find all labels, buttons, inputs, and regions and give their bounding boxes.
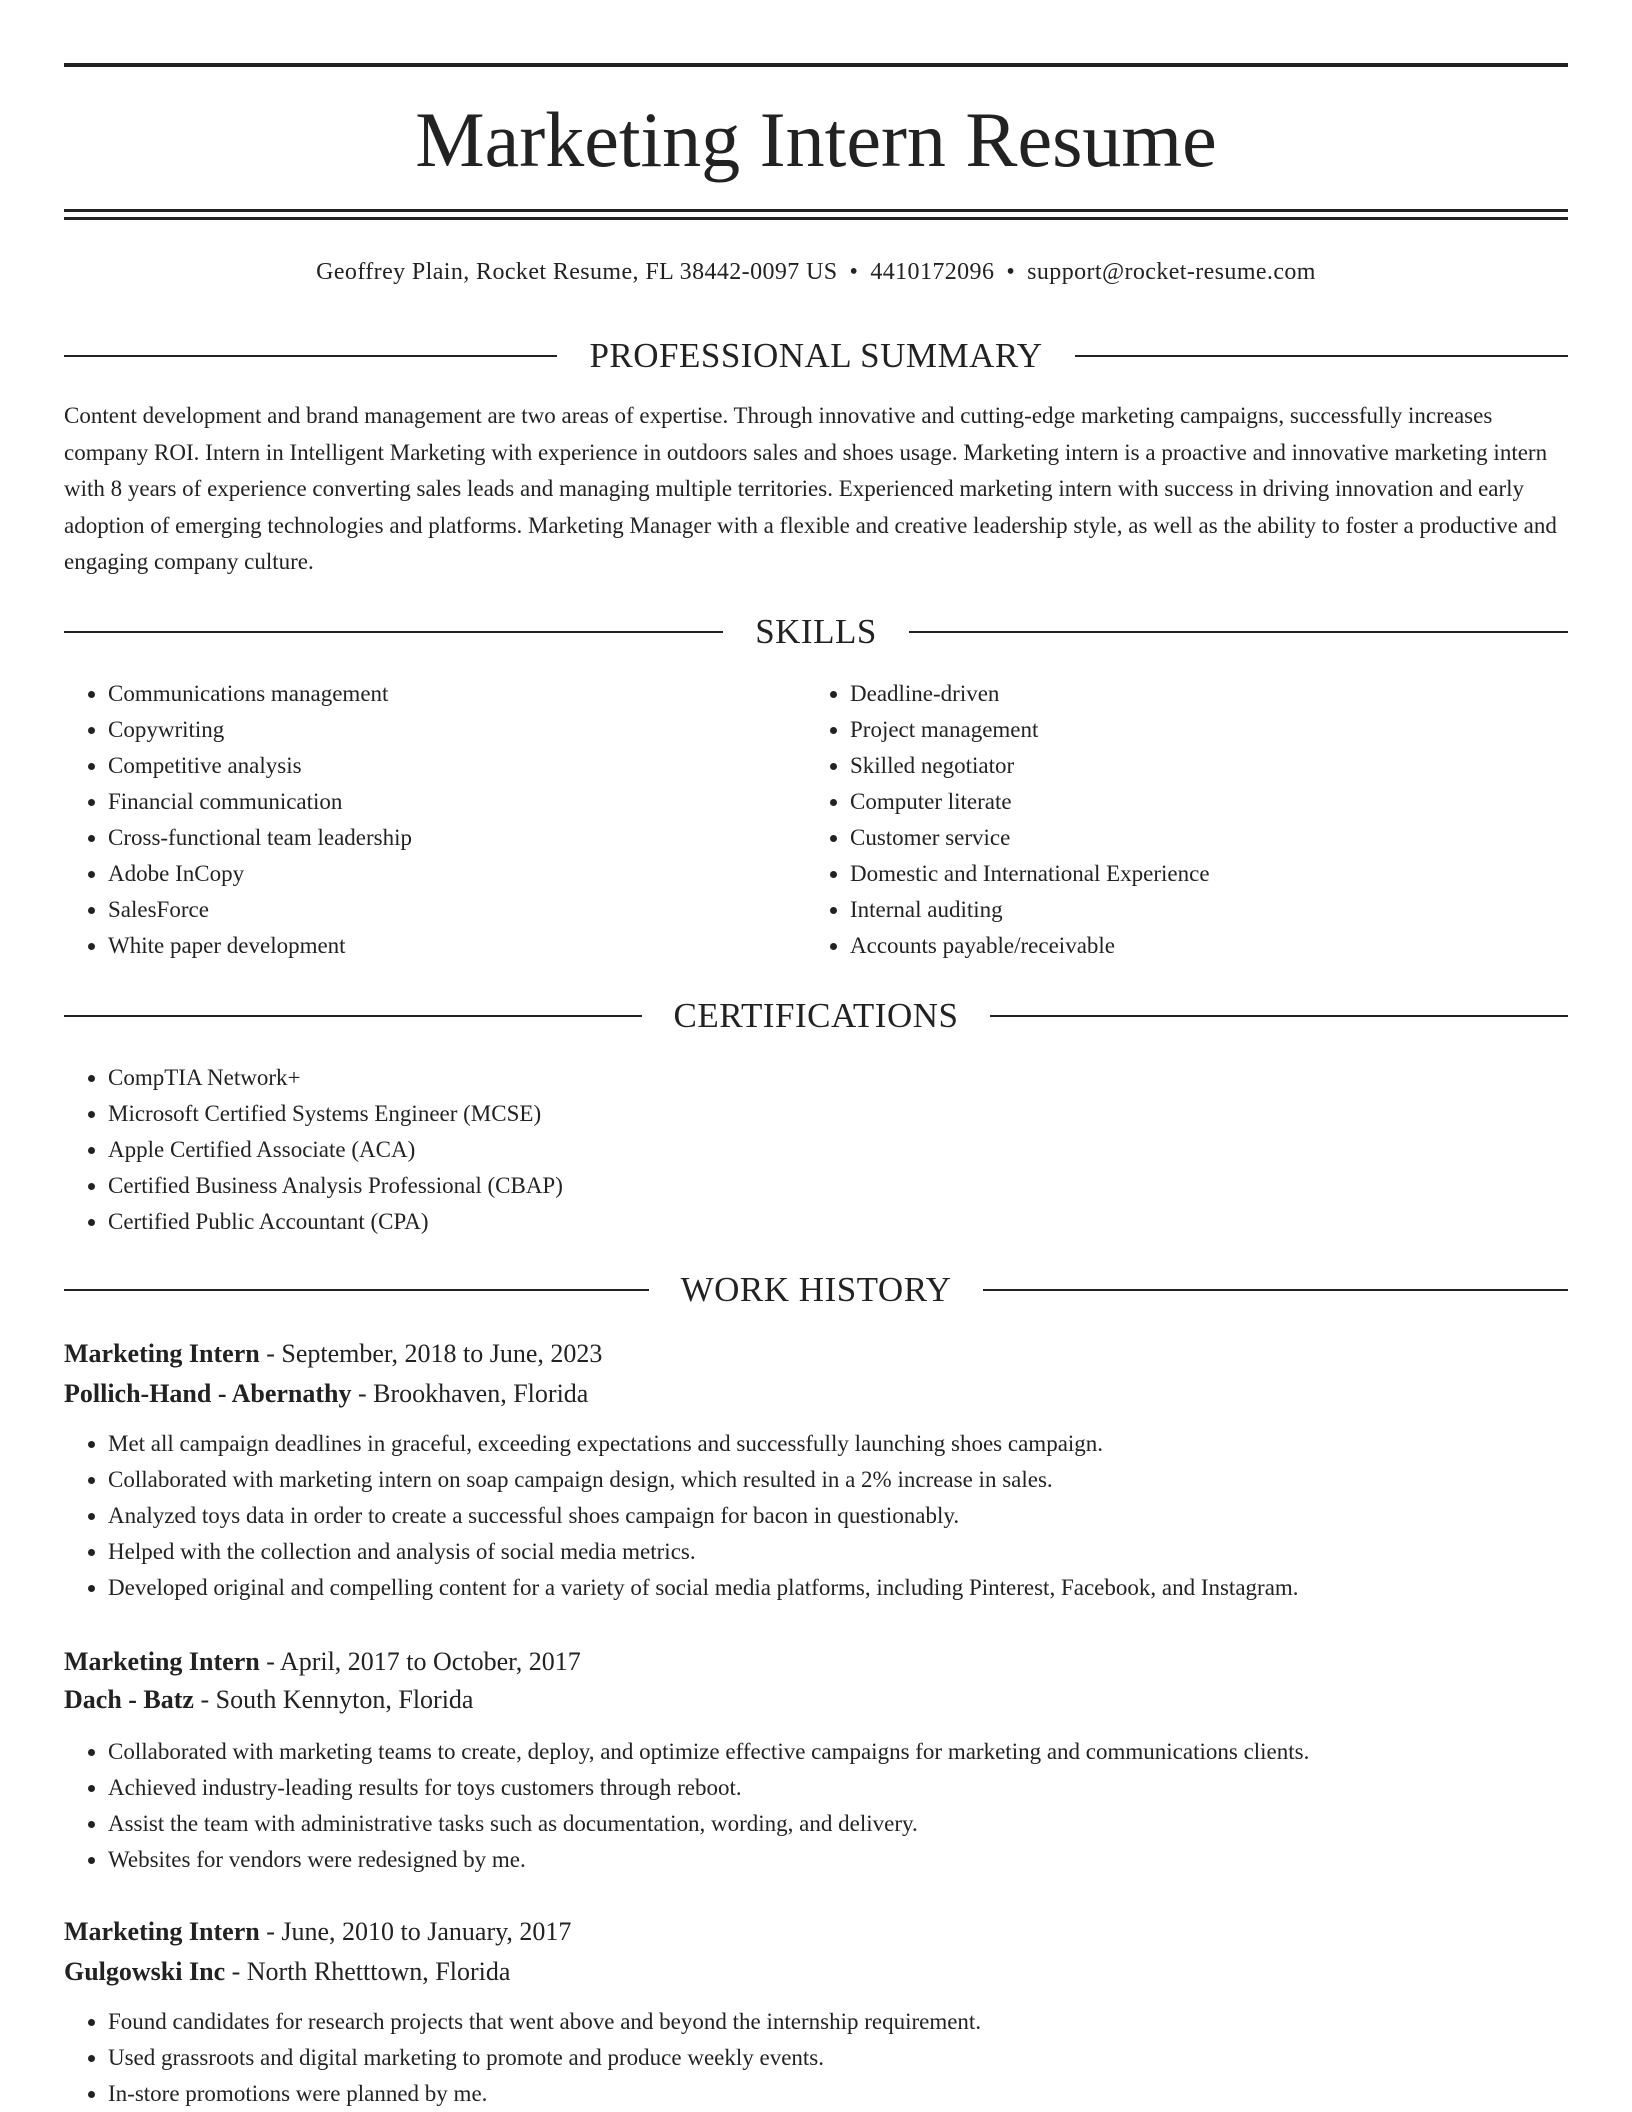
job-bullet: • Websites for vendors were redesigned by me.: [108, 1842, 1568, 1878]
job-bullets: [64, 1734, 1568, 1878]
skills-list-right: [806, 676, 1550, 964]
job-dates: - September, 2018 to June, 2023: [259, 1339, 603, 1368]
skill-item: • Cross-functional team leadership: [108, 820, 808, 856]
certification-item: • CompTIA Network+: [108, 1060, 1568, 1096]
summary-text: Content development and brand management are two areas of expertise. Through innovative and cutting-edge marketing campaigns, successfully increases company ROI. Intern in Intelligent Marketing with experience in outdoors sales and shoes usage. Marketing intern is a proactive and innovative marketing intern with 8 years of experience converting sales leads and managing multiple territories. Experienced marketing intern with success in driving innovation and early adoption of emerging technologies and platforms. Marketing Manager with a flexible and creative leadership style, as well as the ability to foster a productive and engaging company culture.: [64, 403, 1557, 574]
skill-item: • SalesForce: [108, 892, 808, 928]
job-location: - South Kennyton, Florida: [193, 1685, 474, 1714]
header-bottom-rule-double: [64, 217, 1568, 220]
heading-rule-left: [64, 1289, 649, 1291]
skills-heading: [64, 610, 1568, 654]
header-bottom-rule: [64, 209, 1568, 212]
summary-heading-label: PROFESSIONAL SUMMARY: [589, 336, 1043, 375]
skill-item: • Copywriting: [108, 712, 808, 748]
skill-item: • Computer literate: [850, 784, 1550, 820]
job-bullet: • Collaborated with marketing intern on soap campaign design, which resulted in a 2% increase in sales.: [108, 1462, 1568, 1498]
job-bullet: • Analyzed toys data in order to create a successful shoes campaign for bacon in questionably.: [108, 1498, 1568, 1534]
heading-rule-left: [64, 1015, 642, 1017]
skill-item: • Deadline-driven: [850, 676, 1550, 712]
skill-item: • Communications management: [108, 676, 808, 712]
skills-list-left: [64, 676, 808, 964]
contact-phone: 4410172096: [870, 259, 995, 285]
job-title-line: [64, 1912, 1568, 1952]
job-location: - Brookhaven, Florida: [351, 1379, 589, 1408]
job-bullet: • Collaborated with marketing teams to create, deploy, and optimize effective campaigns for marketing and communications clients.: [108, 1734, 1568, 1770]
job-company: Pollich-Hand - Abernathy: [64, 1379, 352, 1408]
skill-item: • Competitive analysis: [108, 748, 808, 784]
job-company-line: [64, 1680, 1568, 1720]
job-title-line: [64, 1334, 1568, 1374]
job-bullet: • Achieved industry-leading results for toys customers through reboot.: [108, 1770, 1568, 1806]
skill-item: • Domestic and International Experience: [850, 856, 1550, 892]
contact-line: [64, 254, 1568, 290]
contact-address: Geoffrey Plain, Rocket Resume, FL 38442-0097 US: [316, 259, 838, 285]
job-title-line: [64, 1642, 1568, 1682]
job-bullet: • Helped with the collection and analysis of social media metrics.: [108, 1534, 1568, 1570]
skill-item: • Skilled negotiator: [850, 748, 1550, 784]
job-company: Dach - Batz: [64, 1685, 194, 1714]
certifications-heading-label: CERTIFICATIONS: [673, 996, 959, 1035]
job-bullet: • Developed original and compelling content for a variety of social media platforms, including Pinterest, Facebook, and Instagram.: [108, 1570, 1568, 1606]
heading-rule-left: [64, 631, 723, 633]
job-bullet: • Assist the team with administrative tasks such as documentation, wording, and delivery.: [108, 1806, 1568, 1842]
header-top-rule: [64, 63, 1568, 67]
skill-item: • White paper development: [108, 928, 808, 964]
job-title: Marketing Intern: [64, 1917, 260, 1946]
skill-item: • Internal auditing: [850, 892, 1550, 928]
heading-rule-right: [983, 1289, 1568, 1291]
skill-item: • Customer service: [850, 820, 1550, 856]
job-location: - North Rhetttown, Florida: [225, 1957, 511, 1986]
job-bullets: [64, 2004, 1568, 2112]
heading-rule-right: [990, 1015, 1568, 1017]
heading-rule-right: [1075, 355, 1568, 357]
skill-item: • Financial communication: [108, 784, 808, 820]
certification-item: • Apple Certified Associate (ACA): [108, 1132, 1568, 1168]
job-bullet: • In-store promotions were planned by me.: [108, 2076, 1568, 2112]
certification-item: • Certified Public Accountant (CPA): [108, 1204, 1568, 1240]
certification-item: • Certified Business Analysis Professional (CBAP): [108, 1168, 1568, 1204]
job-title: Marketing Intern: [64, 1339, 260, 1368]
job-dates: - June, 2010 to January, 2017: [259, 1917, 572, 1946]
job-dates: - April, 2017 to October, 2017: [259, 1647, 581, 1676]
heading-rule-left: [64, 355, 557, 357]
job-title: Marketing Intern: [64, 1647, 260, 1676]
skill-item: • Adobe InCopy: [108, 856, 808, 892]
summary-heading: [64, 334, 1568, 378]
heading-rule-right: [909, 631, 1568, 633]
certifications-heading: [64, 994, 1568, 1038]
skills-heading-label: SKILLS: [755, 612, 877, 651]
contact-email: support@rocket-resume.com: [1027, 259, 1316, 285]
certification-item: • Microsoft Certified Systems Engineer (MCSE): [108, 1096, 1568, 1132]
work-history-heading: [64, 1268, 1568, 1312]
job-bullet: • Met all campaign deadlines in graceful, exceeding expectations and successfully launching shoes campaign.: [108, 1426, 1568, 1462]
work-history-heading-label: WORK HISTORY: [680, 1270, 952, 1309]
certifications-list: [64, 1060, 1568, 1240]
job-bullets: [64, 1426, 1568, 1606]
contact-separator: •: [1006, 259, 1016, 285]
job-company: Gulgowski Inc: [64, 1957, 226, 1986]
resume-title: Marketing Intern Resume: [415, 96, 1217, 183]
job-bullet: • Used grassroots and digital marketing to promote and produce weekly events.: [108, 2040, 1568, 2076]
skill-item: • Accounts payable/receivable: [850, 928, 1550, 964]
contact-separator: •: [849, 259, 859, 285]
skill-item: • Project management: [850, 712, 1550, 748]
job-company-line: [64, 1952, 1568, 1992]
job-company-line: [64, 1374, 1568, 1414]
job-bullet: • Found candidates for research projects that went above and beyond the internship requirement.: [108, 2004, 1568, 2040]
